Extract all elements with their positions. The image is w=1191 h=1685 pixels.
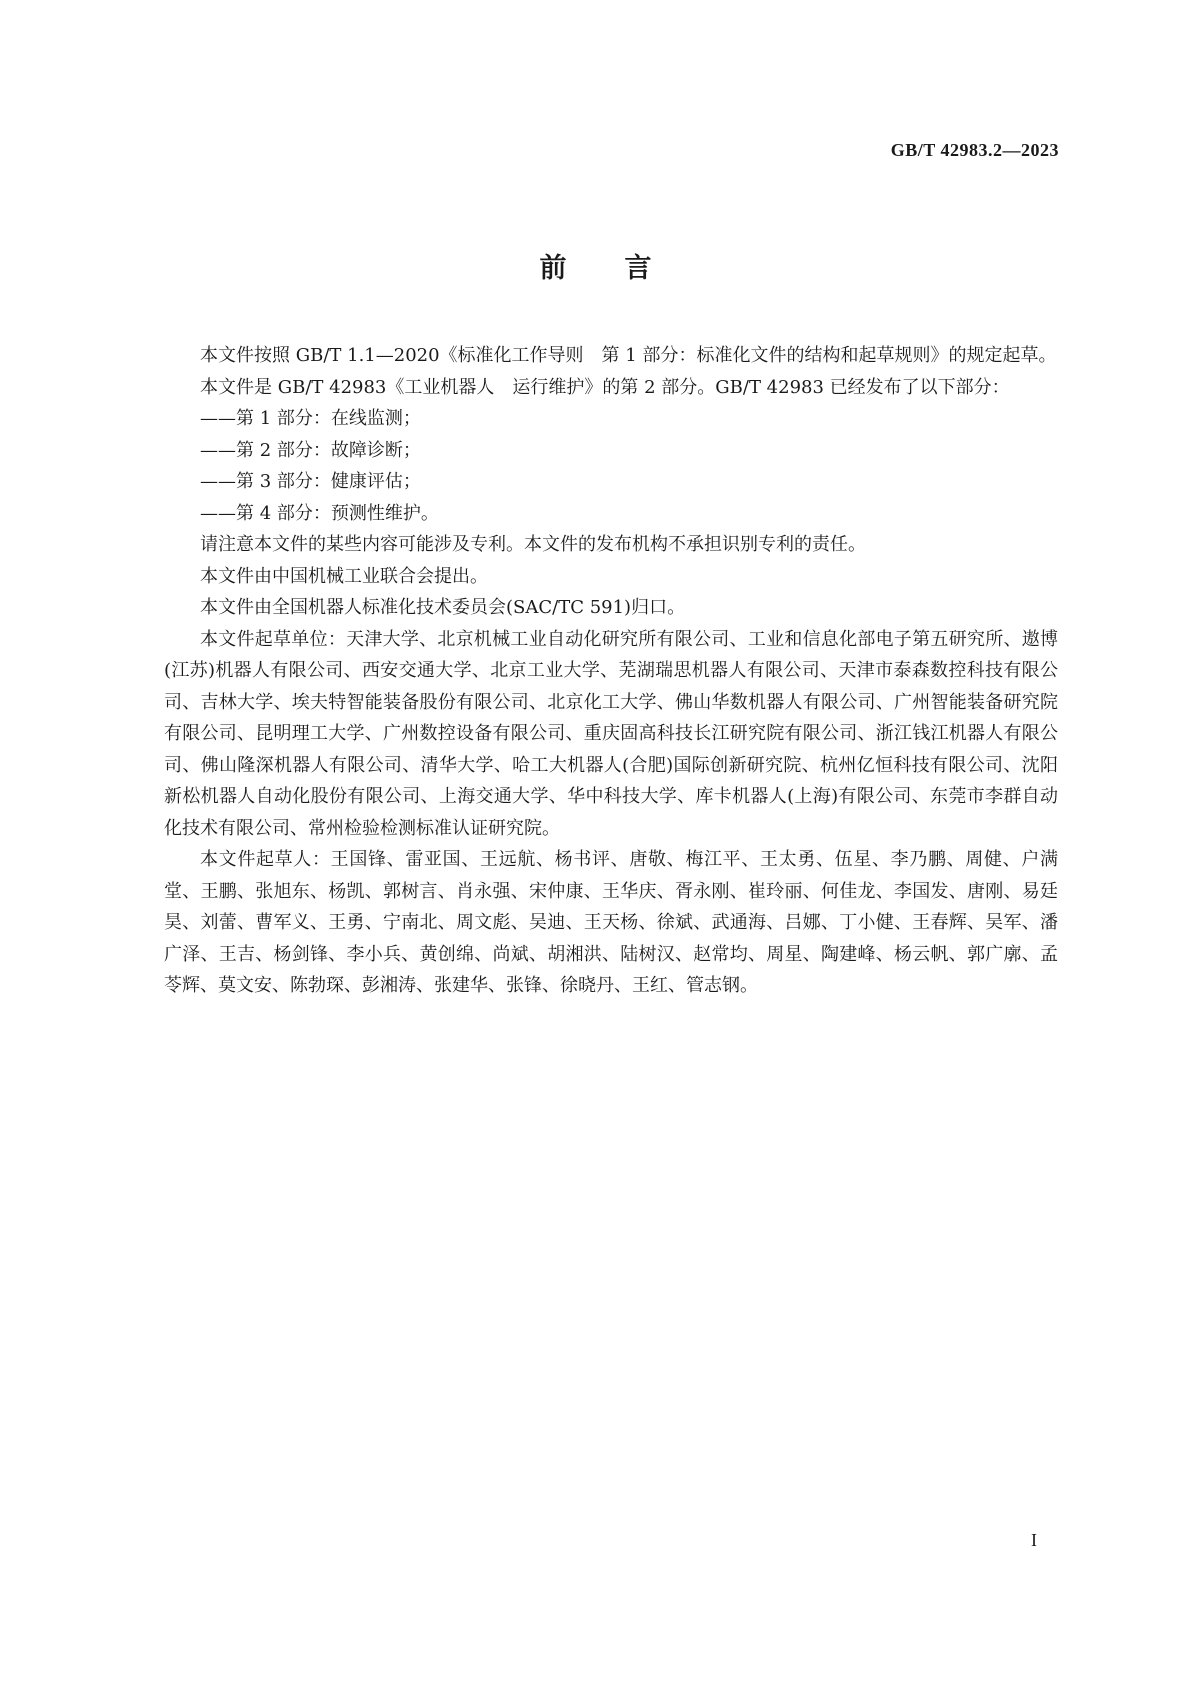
paragraph-drafters: 本文件起草人：王国锋、雷亚国、王远航、杨书评、唐敬、梅江平、王太勇、伍星、李乃鹏、周健、户满堂、王鹏、张旭东、杨凯、郭树言、肖永强、宋仲康、王华庆、胥永刚、崔玲丽、何佳龙、李国发、唐刚、易廷昊、刘蕾、曹军义、王勇、宁南北、周文彪、吴迪、王天杨、徐斌、武通海、吕娜、丁小健、王春辉、吴军、潘广泽、王吉、杨剑锋、李小兵、黄创绵、尚斌、胡湘洪、陆树汉、赵常均、周星、陶建峰、杨云帆、郭广廓、孟苓辉、莫文安、陈勃琛、彭湘涛、张建华、张锋、徐晓丹、王红、管志钢。 — [164, 849, 1058, 996]
list-item-part-3: ——第 3 部分：健康评估； — [200, 471, 421, 492]
paragraph-drafting-rules: 本文件按照 GB/T 1.1—2020《标准化工作导则 第 1 部分：标准化文件的结构和起草规则》的规定起草。 — [200, 345, 1057, 366]
paragraph-proposer: 本文件由中国机械工业联合会提出。 — [200, 565, 488, 587]
standard-code: GB/T 42983.2—2023 — [890, 140, 1059, 160]
list-item-part-2: ——第 2 部分：故障诊断； — [200, 439, 421, 461]
paragraph-committee: 本文件由全国机器人标准化技术委员会(SAC/TC 591)归口。 — [200, 597, 686, 618]
paragraph-patent-notice: 请注意本文件的某些内容可能涉及专利。本文件的发布机构不承担识别专利的责任。 — [200, 534, 866, 555]
list-item-part-1: ——第 1 部分：在线监测； — [200, 408, 421, 429]
list-item-part-4: ——第 4 部分：预测性维护。 — [200, 502, 439, 524]
page-title — [0, 246, 1191, 285]
page-number: I — [1031, 1530, 1037, 1550]
paragraph-series-part: 本文件是 GB/T 42983《工业机器人 运行维护》的第 2 部分。GB/T 42983 已经发布了以下部分： — [200, 376, 1010, 398]
title-char-1: 前 — [539, 253, 567, 284]
paragraph-drafting-units: 本文件起草单位：天津大学、北京机械工业自动化研究所有限公司、工业和信息化部电子第五研究所、遨博(江苏)机器人有限公司、西安交通大学、北京工业大学、芜湖瑞思机器人有限公司、天津市泰森数控科技有限公司、吉林大学、埃夫特智能装备股份有限公司、北京化工大学、佛山华数机器人有限公司、广州智能装备研究院有限公司、昆明理工大学、广州数控设备有限公司、重庆固高科技长江研究院有限公司、浙江钱江机器人有限公司、佛山隆深机器人有限公司、清华大学、哈工大机器人(合肥)国际创新研究院、杭州亿恒科技有限公司、沈阳新松机器人自动化股份有限公司、上海交通大学、华中科技大学、库卡机器人(上海)有限公司、东莞市李群自动化技术有限公司、常州检验检测标准认证研究院。 — [164, 628, 1058, 839]
title-char-2: 言 — [624, 253, 652, 284]
document-body — [164, 340, 1058, 1002]
